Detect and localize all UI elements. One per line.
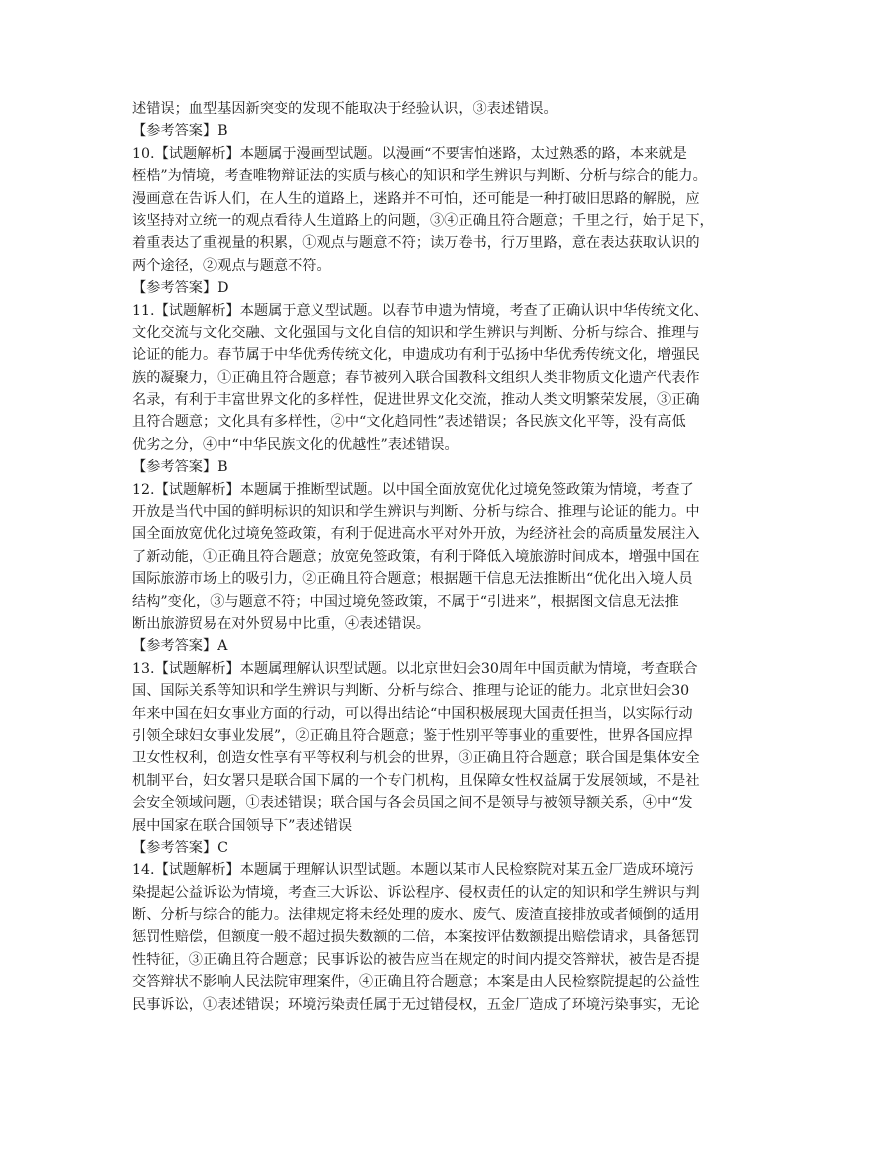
- text-line: 结构”变化，③与题意不符；中国过境免签政策，不属于“引进来”，根据图文信息无法推: [132, 593, 679, 610]
- text-line: 了新动能，①正确且符合题意；放宽免签政策，有利于降低入境旅游时间成本，增强中国在: [132, 548, 700, 565]
- text-line: 断出旅游贸易在对外贸易中比重，④表述错误。: [132, 615, 430, 632]
- text-line: 染提起公益诉讼为情境，考查三大诉讼、诉讼程序、侵权责任的认定的知识和学生辨识与判: [132, 884, 700, 901]
- text-line: 年来中国在妇女事业方面的行动，可以得出结论“中国积极展现大国责任担当，以实际行动: [132, 705, 693, 722]
- text-line: 惩罚性赔偿，但额度一般不超过损失数额的二倍，本案按评估数额提出赔偿请求，具备惩罚: [132, 929, 700, 946]
- text-line: 断、分析与综合的能力。法律规定将未经处理的废水、废气、废渣直接排放或者倾倒的适用: [132, 907, 700, 924]
- text-line: 且符合题意；文化具有多样性，②中“文化趋同性”表述错误；各民族文化平等，没有高低: [132, 414, 686, 431]
- text-line: 国际旅游市场上的吸引力，②正确且符合题意；根据题干信息无法推断出“优化出入境人员: [132, 571, 693, 588]
- answer-line: 【参考答案】C: [132, 839, 228, 856]
- text-line: 卫女性权利，创造女性享有平等权利与机会的世界，③正确且符合题意；联合国是集体安全: [132, 750, 700, 767]
- text-line: 13.【试题解析】本题属理解认识型试题。以北京世妇会30周年中国贡献为情境，考查联合: [132, 660, 698, 677]
- text-line: 优劣之分，④中“中华民族文化的优越性”表述错误。: [132, 436, 459, 453]
- text-line: 展中国家在联合国领导下”表述错误: [132, 817, 353, 834]
- text-line: 14.【试题解析】本题属于理解认识型试题。本题以某市人民检察院对某五金厂造成环境污: [132, 862, 694, 879]
- answer-line: 【参考答案】B: [132, 123, 228, 140]
- text-line: 着重表达了重视量的积累，①观点与题意不符；读万卷书，行万里路，意在表达获取认识的: [132, 235, 700, 252]
- text-line: 民事诉讼，①表述错误；环境污染责任属于无过错侵权，五金厂造成了环境污染事实，无论: [132, 996, 700, 1013]
- text-line: 桎梏”为情境，考查唯物辩证法的实质与核心的知识和学生辨识与判断、分析与综合的能力。: [132, 168, 707, 185]
- text-line: 机制平台，妇女署只是联合国下属的一个专门机构，且保障女性权益属于发展领域，不是社: [132, 772, 700, 789]
- answer-line: 【参考答案】A: [132, 638, 228, 655]
- text-line: 文化交流与文化交融、文化强国与文化自信的知识和学生辨识与判断、分析与综合、推理与: [132, 324, 700, 341]
- answer-line: 【参考答案】D: [132, 280, 229, 297]
- text-line: 会安全领域问题，①表述错误；联合国与各会员国之间不是领导与被领导额关系，④中“发: [132, 795, 693, 812]
- answer-line: 【参考答案】B: [132, 459, 228, 476]
- text-line: 12.【试题解析】本题属于推断型试题。以中国全面放宽优化过境免签政策为情境，考查了: [132, 481, 694, 498]
- text-line: 10.【试题解析】本题属于漫画型试题。以漫画“不要害怕迷路，太过熟悉的路，本来就是: [132, 145, 687, 162]
- text-line: 漫画意在告诉人们，在人生的道路上，迷路并不可怕，还可能是一种打破旧思路的解脱，应: [132, 190, 700, 207]
- text-line: 述错误；血型基因新突变的发现不能取决于经验认识，③表述错误。: [132, 101, 558, 117]
- text-line: 两个途径，②观点与题意不符。: [132, 257, 331, 274]
- text-line: 11.【试题解析】本题属于意义型试题。以春节申遗为情境，考查了正确认识中华传统文化、: [132, 302, 708, 319]
- text-line: 该坚持对立统一的观点看待人生道路上的问题，③④正确且符合题意；千里之行，始于足下，: [132, 212, 714, 229]
- text-line: 国、国际关系等知识和学生辨识与判断、分析与综合、推理与论证的能力。北京世妇会30: [132, 683, 690, 700]
- text-line: 性特征，③正确且符合题意；民事诉讼的被告应当在规定的时间内提交答辩状，被告是否提: [132, 951, 700, 968]
- text-line: 国全面放宽优化过境免签政策，有利于促进高水平对外开放，为经济社会的高质量发展注入: [132, 526, 700, 543]
- text-line: 论证的能力。春节属于中华优秀传统文化，申遗成功有利于弘扬中华优秀传统文化，增强民: [132, 347, 700, 364]
- text-line: 开放是当代中国的鲜明标识的知识和学生辨识与判断、分析与综合、推理与论证的能力。中: [132, 504, 700, 521]
- text-line: 交答辩状不影响人民法院审理案件，④正确且符合题意；本案是由人民检察院提起的公益性: [132, 974, 700, 991]
- text-line: 名录，有利于丰富世界文化的多样性，促进世界文化交流，推动人类文明繁荣发展，③正确: [132, 392, 700, 409]
- text-line: 引领全球妇女事业发展”，②正确且符合题意；鉴于性别平等事业的重要性，世界各国应捍: [132, 727, 693, 744]
- text-line: 族的凝聚力，①正确且符合题意；春节被列入联合国教科文组织人类非物质文化遗产代表作: [132, 369, 700, 386]
